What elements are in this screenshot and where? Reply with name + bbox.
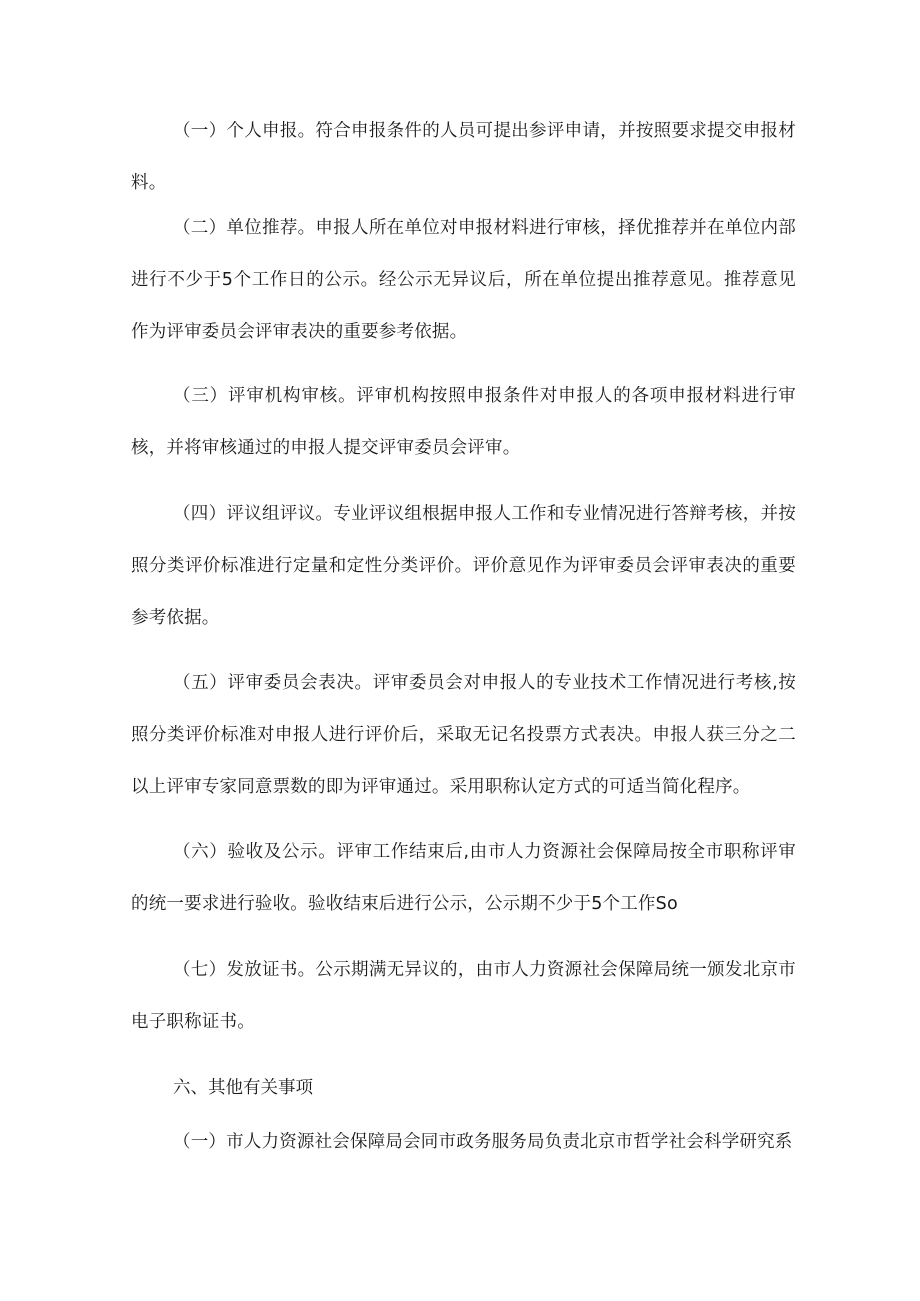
paragraph-panel-evaluation: （四）评议组评议。专业评议组根据申报人工作和专业情况进行答辩考核，并按照分类评价标准进行定量和定性分类评价。评价意见作为评审委员会评审表决的重要参考依据。: [131, 504, 796, 628]
paragraph-other-matters-1: （一）市人力资源社会保障局会同市政务服务局负责北京市哲学社会科学研究系: [173, 1132, 793, 1152]
paragraph-review-agency-check: （三）评审机构审核。评审机构按照申报条件对申报人的各项申报材料进行审核，并将审核通过的申报人提交评审委员会评审。: [131, 386, 796, 458]
paragraph-unit-recommendation: （二）单位推荐。申报人所在单位对申报材料进行审核，择优推荐并在单位内部进行不少于5个工作日的公示。经公示无异议后，所在单位提出推荐意见。推荐意见作为评审委员会评审表决的重要参考依据。: [131, 218, 796, 342]
paragraph-personal-application: （一）个人申报。符合申报条件的人员可提出参评申请，并按照要求提交申报材料。: [131, 121, 796, 193]
paragraph-committee-vote: （五）评审委员会表决。评审委员会对申报人的专业技术工作情况进行考核,按照分类评价标准对申报人进行评价后，采取无记名投票方式表决。申报人获三分之二以上评审专家同意票数的即为评审通过。采用职称认定方式的可适当简化程序。: [131, 673, 796, 797]
section-heading-other-matters: 六、其他有关事项: [173, 1078, 313, 1098]
paragraph-acceptance-publicity: （六）验收及公示。评审工作结束后,由市人力资源社会保障局按全市职称评审的统一要求进行验收。验收结束后进行公示，公示期不少于5个工作So: [131, 842, 796, 914]
paragraph-certificate-issue: （七）发放证书。公示期满无异议的，由市人力资源社会保障局统一颁发北京市电子职称证书。: [131, 960, 796, 1032]
